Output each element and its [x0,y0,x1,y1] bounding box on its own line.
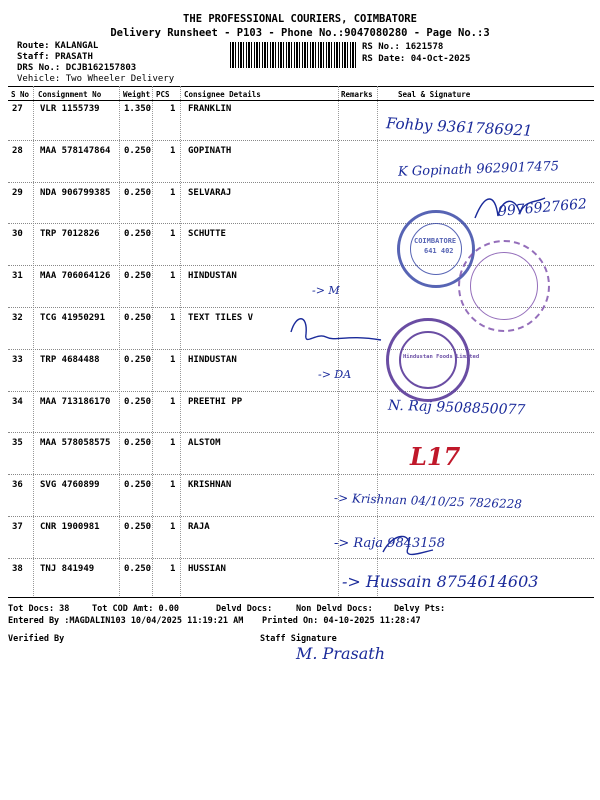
row-consignment-no: MAA 706064126 [40,271,111,282]
stamp-city: COIMBATORE [414,237,457,245]
signature-row-37 [378,530,438,560]
row-consignee: HINDUSTAN [188,354,237,365]
row-sno: 34 [12,396,23,407]
row-sno: 38 [12,563,23,574]
delivered-docs: Delvd Docs: [216,604,273,614]
staff-signature-label: Staff Signature [260,634,337,644]
row-weight: 0.250 [124,145,152,156]
handwriting-row-35: L17 [410,442,461,471]
row-weight: 0.250 [124,229,152,240]
verified-by: Verified By [8,634,65,644]
stamp-pin: 641 402 [424,247,454,255]
row-sno: 27 [12,104,23,114]
row-pcs: 1 [170,229,176,240]
row-consignment-no: TCG 41950291 [40,313,106,323]
header-bottom-rule [8,100,594,101]
entered-by: Entered By :MAGDALIN103 10/04/2025 11:19:21 AM [8,616,244,626]
rs-number: RS No.: 1621578 [362,42,444,52]
total-docs: Tot Docs: 38 [8,604,70,614]
row-consignee: HUSSIAN [188,563,226,574]
row-weight: 0.250 [124,396,152,407]
row-consignee: GOPINATH [188,145,232,156]
col-seal: Seal & Signature [398,90,471,99]
row-consignment-no: MAA 578058575 [40,438,111,449]
row-divider [8,432,594,433]
row-pcs: 1 [170,480,176,491]
route-label: Route: KALANGAL [17,41,99,51]
row-pcs: 1 [170,563,176,574]
row-consignee: RAJA [188,522,210,532]
col-remarks: Remarks [341,90,373,99]
row-consignment-no: TRP 4684488 [40,354,100,365]
handwriting-row-28: K Gopinath 9629017475 [397,159,560,180]
col-weight: Weight [123,90,151,99]
row-consignment-no: TNJ 841949 [40,563,95,574]
row-consignee: TEXT TILES V [188,313,254,323]
row-pcs: 1 [170,313,176,323]
rs-date: RS Date: 04-Oct-2025 [362,54,471,64]
row-weight: 0.250 [124,187,152,198]
vehicle-label: Vehicle: Two Wheeler Delivery [17,74,175,84]
handwriting-row-36: -> Krishnan 04/10/25 7826228 [333,490,523,512]
row-sno: 28 [12,145,23,156]
row-consignment-no: MAA 713186170 [40,396,111,407]
row-sno: 36 [12,480,23,491]
row-consignee: HINDUSTAN [188,271,237,282]
row-sno: 32 [12,313,23,323]
row-divider [8,558,594,559]
row-sno: 31 [12,271,23,282]
handwriting-row-29: 9976927662 [497,196,588,220]
staff-signature: M. Prasath [296,644,385,663]
row-sno: 37 [12,522,23,532]
row-weight: 0.250 [124,354,152,365]
row-consignment-no: VLR 1155739 [40,104,100,114]
row-weight: 0.250 [124,522,152,532]
row-weight: 0.250 [124,271,152,282]
row-consignment-no: TRP 7012826 [40,229,100,240]
row-pcs: 1 [170,271,176,282]
handwriting-row-33: -> DA [318,368,352,381]
non-delivered-docs: Non Delvd Docs: [296,604,373,614]
row-consignee: SCHUTTE [188,229,226,240]
drs-number: DRS No.: DCJB162157803 [17,63,137,73]
row-weight: 1.350 [124,104,152,114]
row-pcs: 1 [170,438,176,449]
company-title: THE PROFESSIONAL COURIERS, COIMBATORE [183,13,417,25]
col-consignee: Consignee Details [184,90,261,99]
row-divider [8,391,594,392]
row-divider [8,140,594,141]
handwriting-row-27: Fohby 9361786921 [385,114,533,140]
printed-on: Printed On: 04-10-2025 11:28:47 [262,616,421,626]
row-pcs: 1 [170,187,176,198]
row-pcs: 1 [170,354,176,365]
row-consignment-no: NDA 906799385 [40,187,111,198]
row-consignment-no: SVG 4760899 [40,480,100,491]
row-consignee: FRANKLIN [188,104,232,114]
handwriting-row-38: -> Hussain 8754614603 [342,572,539,591]
handwriting-row-31: -> M [312,284,340,297]
col-consignment: Consignment No [38,90,102,99]
signature-row-32 [286,312,386,352]
row-weight: 0.250 [124,480,152,491]
row-weight: 0.250 [124,438,152,449]
hindustan-stamp-2 [386,318,480,402]
barcode [230,42,358,68]
row-sno: 33 [12,354,23,365]
stamp-hindustan-text: Hindustan Foods Limited [403,354,480,360]
signature-row-29 [470,188,550,228]
row-sno: 29 [12,187,23,198]
header-top-rule [8,86,594,87]
row-divider [8,474,594,475]
row-weight: 0.250 [124,563,152,574]
row-consignment-no: MAA 578147864 [40,145,111,156]
handwriting-row-34: N. Raj 9508850077 [387,397,526,419]
row-consignee: ALSTOM [188,438,221,449]
row-consignment-no: CNR 1900981 [40,522,100,532]
runsheet-subtitle: Delivery Runsheet - P103 - Phone No.:9047080280 - Page No.:3 [110,27,490,39]
hindustan-stamp-1 [458,240,550,332]
row-pcs: 1 [170,104,176,114]
handwriting-row-37: -> Raja 9843158 [334,536,446,551]
col-sno: S No [11,90,30,99]
row-weight: 0.250 [124,313,152,323]
col-pcs: PCS [156,90,170,99]
row-sno: 30 [12,229,23,240]
row-consignee: PREETHI PP [188,396,243,407]
row-pcs: 1 [170,396,176,407]
staff-label: Staff: PRASATH [17,52,93,62]
row-consignee: SELVARAJ [188,187,232,198]
total-cod: Tot COD Amt: 0.00 [92,604,179,614]
row-consignee: KRISHNAN [188,480,232,491]
row-divider [8,182,594,183]
row-sno: 35 [12,438,23,449]
delivery-points: Delvy Pts: [394,604,446,614]
row-divider [8,516,594,517]
row-pcs: 1 [170,522,176,532]
footer-rule [8,597,594,598]
row-pcs: 1 [170,145,176,156]
